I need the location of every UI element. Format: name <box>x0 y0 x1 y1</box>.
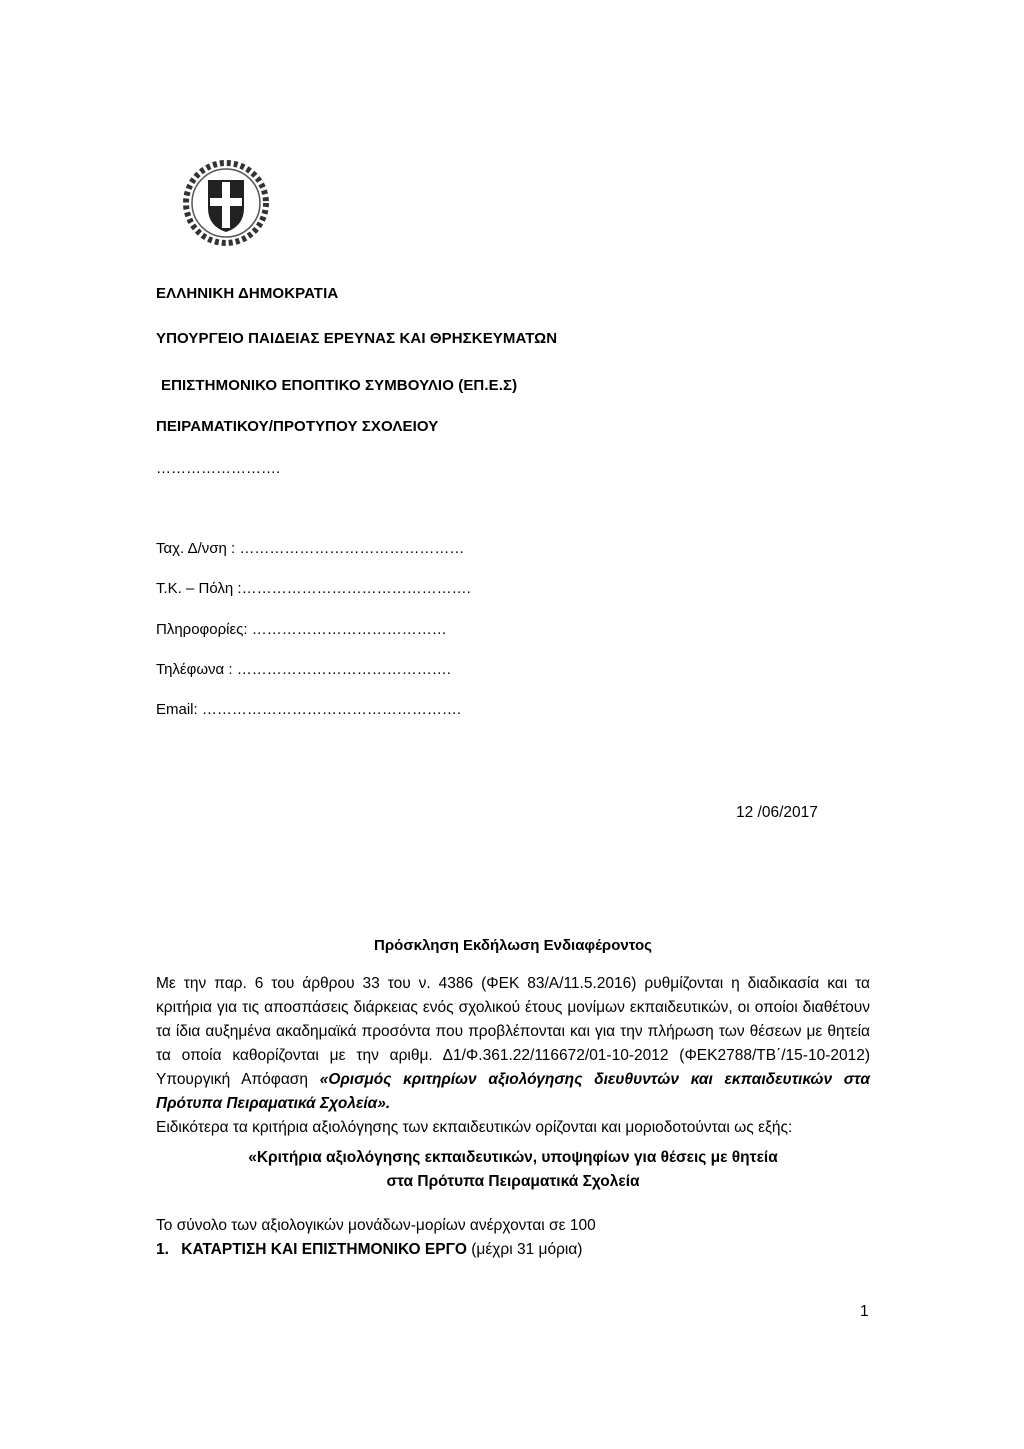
section-1-heading <box>156 1238 870 1262</box>
emblem-graphic <box>181 158 271 248</box>
document-date: 12 /06/2017 <box>736 804 818 821</box>
document-title: Πρόσκληση Εκδήλωση Ενδιαφέροντος <box>374 937 652 954</box>
header-ministry: ΥΠΟΥΡΓΕΙΟ ΠΑΙΔΕΙΑΣ ΕΡΕΥΝΑΣ ΚΑΙ ΘΡΗΣΚΕΥΜΑΤΩΝ <box>156 330 558 347</box>
section-1-title: ΚΑΤΑΡΤΙΣΗ ΚΑΙ ΕΠΙΣΤΗΜΟΝΙΚΟ ΕΡΓΟ <box>181 1241 467 1258</box>
total-points-line: Το σύνολο των αξιολογικών μονάδων-μορίων ανέρχονται σε 100 <box>156 1217 596 1234</box>
section-1-note: (μέχρι 31 μόρια) <box>471 1241 583 1258</box>
section-1-number: 1. <box>156 1241 169 1258</box>
email-field: Email: ……………………………………………. <box>156 701 462 718</box>
criteria-heading-line1: «Κριτήρια αξιολόγησης εκπαιδευτικών, υποψηφίων για θέσεις με θητεία <box>248 1149 778 1166</box>
page-number: 1 <box>860 1303 869 1320</box>
criteria-intro-paragraph: Ειδικότερα τα κριτήρια αξιολόγησης των εκπαιδευτικών ορίζονται και μοριοδοτούνται ως εξής: <box>156 1119 793 1136</box>
info-field: Πληροφορίες: ………………………………… <box>156 621 447 638</box>
postal-city-field: Τ.Κ. – Πόλη :………………………………………. <box>156 580 471 597</box>
document-body <box>156 972 870 1262</box>
intro-text: Με την παρ. 6 του άρθρου 33 του ν. 4386 (ΦΕΚ 83/Α/11.5.2016) ρυθμίζονται η διαδικασία και τα κριτήρια για τις αποσπάσεις διάρκειας ενός σχολικού έτους μονίμων εκπαιδευτικών, οι οποίοι διαθέτουν τα ίδια αυξημένα ακαδημαϊκά προσόντα που προβλέπονται και για την πλήρωση των θέσεων με θητεία τα οποία καθορίζονται με την αριθμ. Δ1/Φ.361.22/116672/01-10-2012 (ΦΕΚ2788/ΤΒ΄/15-10-2012) Υπουργική Απόφαση <box>156 975 870 1088</box>
criteria-heading <box>156 1146 870 1194</box>
school-name-blank: ……………………. <box>156 460 281 477</box>
header-council: ΕΠΙΣΤΗΜΟΝΙΚΟ ΕΠΟΠΤΙΚΟ ΣΥΜΒΟΥΛΙΟ (ΕΠ.Ε.Σ) <box>161 377 518 394</box>
greek-coat-of-arms-icon <box>181 158 271 248</box>
criteria-heading-line2: στα Πρότυπα Πειραματικά Σχολεία <box>386 1173 640 1190</box>
address-field: Ταχ. Δ/νση : ……………………………………… <box>156 540 465 557</box>
decision-title: «Ορισμός κριτηρίων αξιολόγησης διευθυντών και εκπαιδευτικών στα Πρότυπα Πειραματικά Σχολεία». <box>156 1071 871 1112</box>
header-school-type: ΠΕΙΡΑΜΑΤΙΚΟΥ/ΠΡΟΤΥΠΟΥ ΣΧΟΛΕΙΟΥ <box>156 418 439 435</box>
phones-field: Τηλέφωνα : ……………………………………. <box>156 661 451 678</box>
intro-paragraph <box>156 972 870 1116</box>
header-country: ΕΛΛΗΝΙΚΗ ΔΗΜΟΚΡΑΤΙΑ <box>156 285 339 302</box>
